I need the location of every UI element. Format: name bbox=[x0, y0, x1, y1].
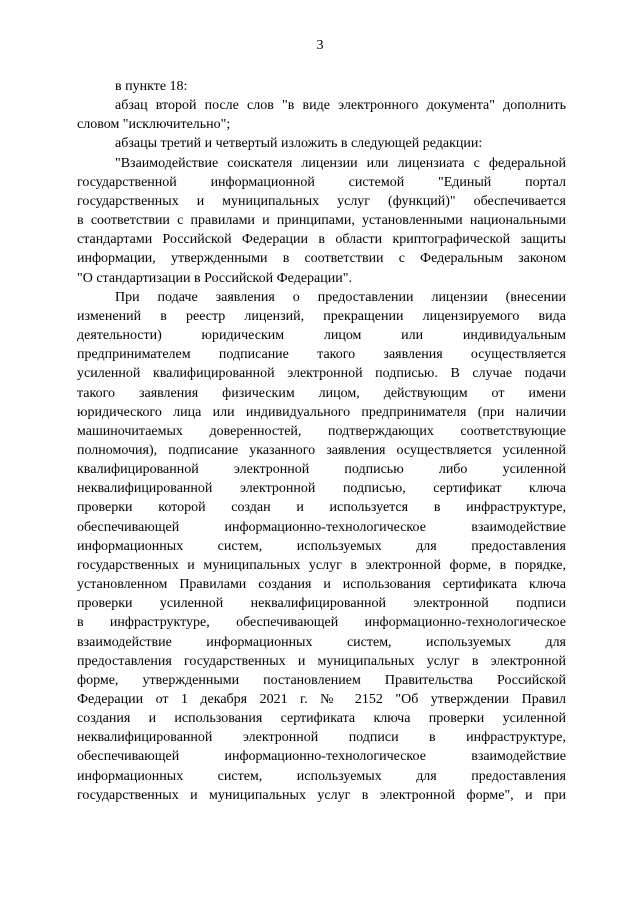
text-line: информационных систем, используемых для предоставления bbox=[77, 538, 566, 554]
text-line: предпринимателем подписание такого заявления осуществляется bbox=[77, 347, 566, 363]
text-line: обеспечивающей информационно-технологическое взаимодействие bbox=[77, 749, 566, 765]
text-line: стандартами Российской Федерации в области криптографической защиты bbox=[77, 232, 566, 248]
text-line: усиленной квалифицированной электронной подписью. В случае подачи bbox=[77, 366, 566, 382]
text-line: обеспечивающей информационно-технологическое взаимодействие bbox=[77, 519, 566, 535]
text-line: абзацы третий и четвертый изложить в следующей редакции: bbox=[115, 136, 483, 152]
text-line: Федерации от 1 декабря 2021 г. № 2152 "Об утверждении Правил bbox=[77, 692, 566, 707]
text-line: установленном Правилами создания и использования сертификата ключа bbox=[77, 577, 566, 593]
text-line: полномочия), подписание указанного заявления осуществляется усиленной bbox=[77, 442, 566, 458]
text-line: государственных и муниципальных услуг в электронной форме", и при bbox=[77, 787, 566, 803]
text-line: в пункте 18: bbox=[115, 79, 188, 94]
text-line: государственной информационной системой "Единый портал bbox=[77, 174, 566, 190]
text-line: создания и использования сертификата ключа проверки усиленной bbox=[77, 711, 566, 727]
text-line: взаимодействие информационных систем, используемых для bbox=[77, 634, 566, 650]
text-line: неквалифицированной электронной подписи в инфраструктуре, bbox=[77, 730, 566, 746]
text-line: словом "исключительно"; bbox=[77, 117, 231, 133]
text-line: машиночитаемых доверенностей, подтверждающих соответствующие bbox=[77, 423, 566, 439]
text-line: При подаче заявления о предоставлении лицензии (внесении bbox=[115, 289, 566, 305]
text-line: "Взаимодействие соискателя лицензии или лицензиата с федеральной bbox=[115, 155, 566, 171]
text-line: проверки которой создан и используется в инфраструктуре, bbox=[77, 500, 566, 516]
text-line: проверки усиленной неквалифицированной электронной подписи bbox=[77, 596, 566, 612]
text-line: форме, утвержденными постановлением Правительства Российской bbox=[77, 672, 566, 688]
text-line: предоставления государственных и муниципальных услуг в электронной bbox=[77, 653, 566, 669]
text-line: информационных систем, используемых для предоставления bbox=[77, 768, 566, 784]
text-line: юридического лица или индивидуального предпринимателя (при наличии bbox=[77, 404, 566, 420]
document-body bbox=[77, 77, 566, 805]
text-line: квалифицированной электронной подписью либо усиленной bbox=[77, 462, 566, 478]
text-line: в инфраструктуре, обеспечивающей информационно-технологическое bbox=[77, 615, 566, 631]
text-line: государственных и муниципальных услуг (функций)" обеспечивается bbox=[77, 193, 566, 209]
text-line: изменений в реестр лицензий, прекращении лицензируемого вида bbox=[77, 308, 566, 324]
text-line: такого заявления физическим лицом, действующим от имени bbox=[77, 385, 566, 401]
text-line: государственных и муниципальных услуг в электронной форме, в порядке, bbox=[77, 557, 566, 573]
text-line: "О стандартизации в Российской Федерации". bbox=[77, 270, 352, 286]
page-number: 3 bbox=[316, 38, 324, 53]
text-line: деятельности) юридическим лицом или индивидуальным bbox=[77, 328, 566, 344]
text-line: информации, утвержденными в соответствии с Федеральным законом bbox=[77, 251, 566, 267]
text-line: неквалифицированной электронной подписью, сертификат ключа bbox=[77, 481, 566, 497]
text-line: в соответствии с правилами и принципами, установленными национальными bbox=[77, 213, 566, 229]
text-line: абзац второй после слов "в виде электронного документа" дополнить bbox=[115, 98, 566, 114]
